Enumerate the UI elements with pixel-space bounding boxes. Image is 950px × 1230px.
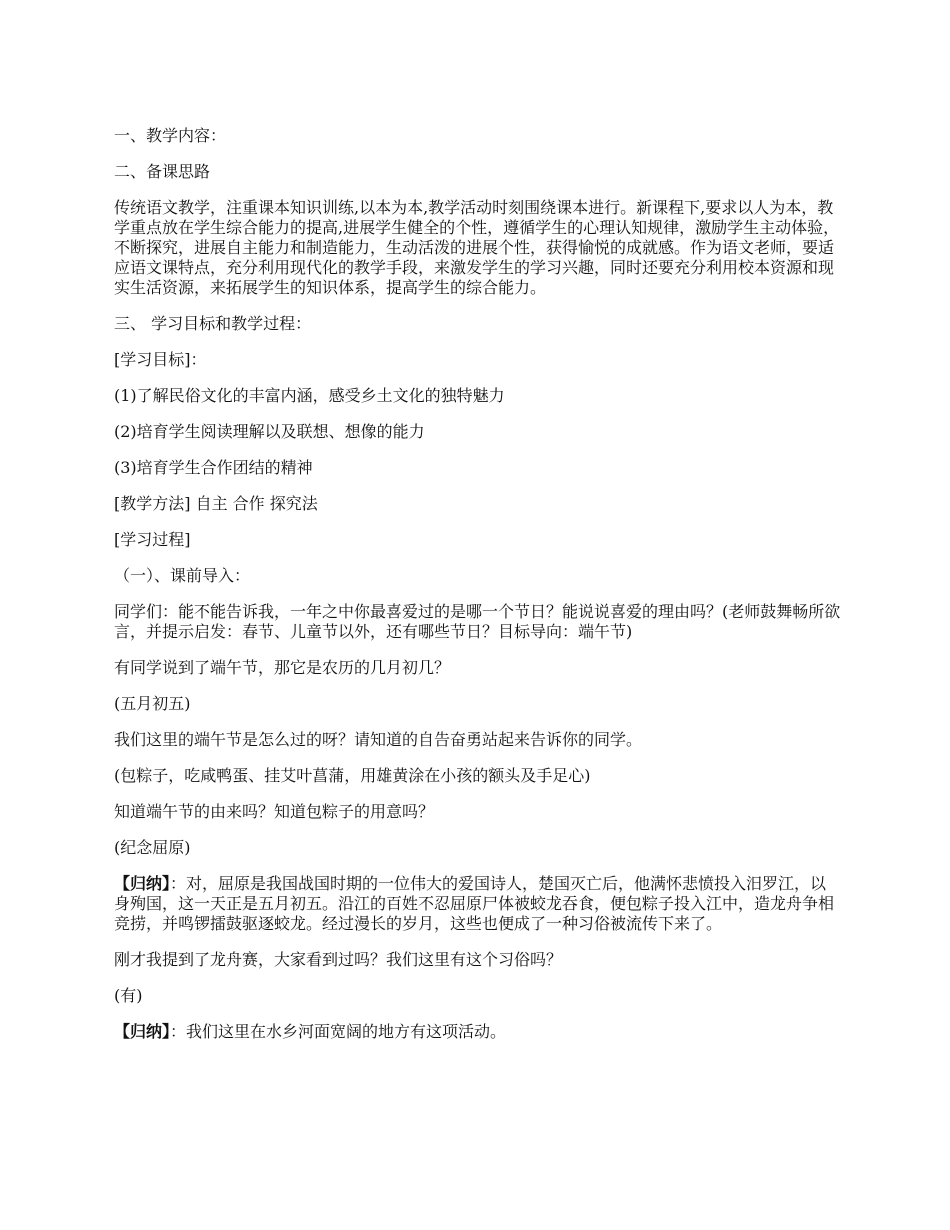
paragraph-question-dragon-boat: 刚才我提到了龙舟赛，大家看到过吗？我们这里有这个习俗吗？ — [114, 950, 563, 969]
heading-teaching-content: 一、教学内容： — [114, 126, 227, 145]
paragraph-question-date: 有同学说到了端午节，那它是农历的几月初几？ — [114, 658, 451, 677]
label-learning-process: [学习过程] — [114, 530, 191, 549]
goal-item-3: (3)培育学生合作团结的精神 — [114, 458, 313, 477]
paragraph-question-celebration: 我们这里的端午节是怎么过的呀？请知道的自告奋勇站起来告诉你的同学。 — [114, 730, 643, 749]
heading-lesson-plan-ideas: 二、备课思路 — [114, 162, 211, 181]
summary-label: 【归纳】 — [114, 1022, 171, 1041]
paragraph-answer-dragon-boat: (有) — [114, 986, 143, 1005]
paragraph-answer-origin: (纪念屈原) — [114, 838, 191, 857]
document-body — [114, 126, 842, 1058]
paragraph-answer-date: (五月初五) — [114, 694, 191, 713]
paragraph-summary-dragon-boat — [114, 1022, 842, 1042]
summary-label: 【归纳】 — [114, 874, 171, 893]
paragraph-question-origin: 知道端午节的由来吗？知道包粽子的用意吗？ — [114, 802, 435, 821]
section-pre-class-intro: （一）、课前导入： — [114, 566, 251, 585]
summary-text: ：对，屈原是我国战国时期的一位伟大的爱国诗人，楚国灭亡后，他满怀悲愤投入汨罗江，以身殉国，这一天正是五月初五。沿江的百姓不忍屈原尸体被蛟龙吞食，便包粽子投入江中，造龙舟争相竞捞，并鸣锣擂鼓驱逐蛟龙。经过漫长的岁月，这些也便成了一种习俗被流传下来了。 — [114, 874, 835, 933]
teaching-method: [教学方法] 自主 合作 探究法 — [114, 494, 318, 513]
goal-item-1: (1)了解民俗文化的丰富内涵，感受乡土文化的独特魅力 — [114, 386, 505, 405]
label-learning-goals: [学习目标]： — [114, 350, 207, 369]
paragraph-question-favorite-festival: 同学们：能不能告诉我，一年之中你最喜爱过的是哪一个节日？能说说喜爱的理由吗？(老师鼓舞畅所欲言，并提示启发：春节、儿童节以外，还有哪些节日？目标导向：端午节) — [114, 602, 841, 641]
summary-text: ：我们这里在水乡河面宽阔的地方有这项活动。 — [170, 1022, 507, 1041]
paragraph-answer-celebration: (包粽子，吃咸鸭蛋、挂艾叶菖蒲，用雄黄涂在小孩的额头及手足心) — [114, 766, 591, 785]
paragraph-summary-qu-yuan — [114, 874, 842, 934]
paragraph-traditional-teaching: 传统语文教学，注重课本知识训练,以本为本,教学活动时刻围绕课本进行。新课程下,要求以人为本，教学重点放在学生综合能力的提高,进展学生健全的个性，遵循学生的心理认知规律，激励学生主动体验，不断探究，进展自主能力和制造能力，生动活泼的进展个性，获得愉悦的成就感。作为语文老师，要适应语文课特点，充分利用现代化的教学手段，来激发学生的学习兴趣，同时还要充分利用校本资源和现实生活资源，来拓展学生的知识体系，提高学生的综合能力。 — [114, 198, 840, 297]
goal-item-2: (2)培育学生阅读理解以及联想、想像的能力 — [114, 422, 425, 441]
heading-goals-and-process: 三、 学习目标和教学过程： — [114, 314, 312, 333]
